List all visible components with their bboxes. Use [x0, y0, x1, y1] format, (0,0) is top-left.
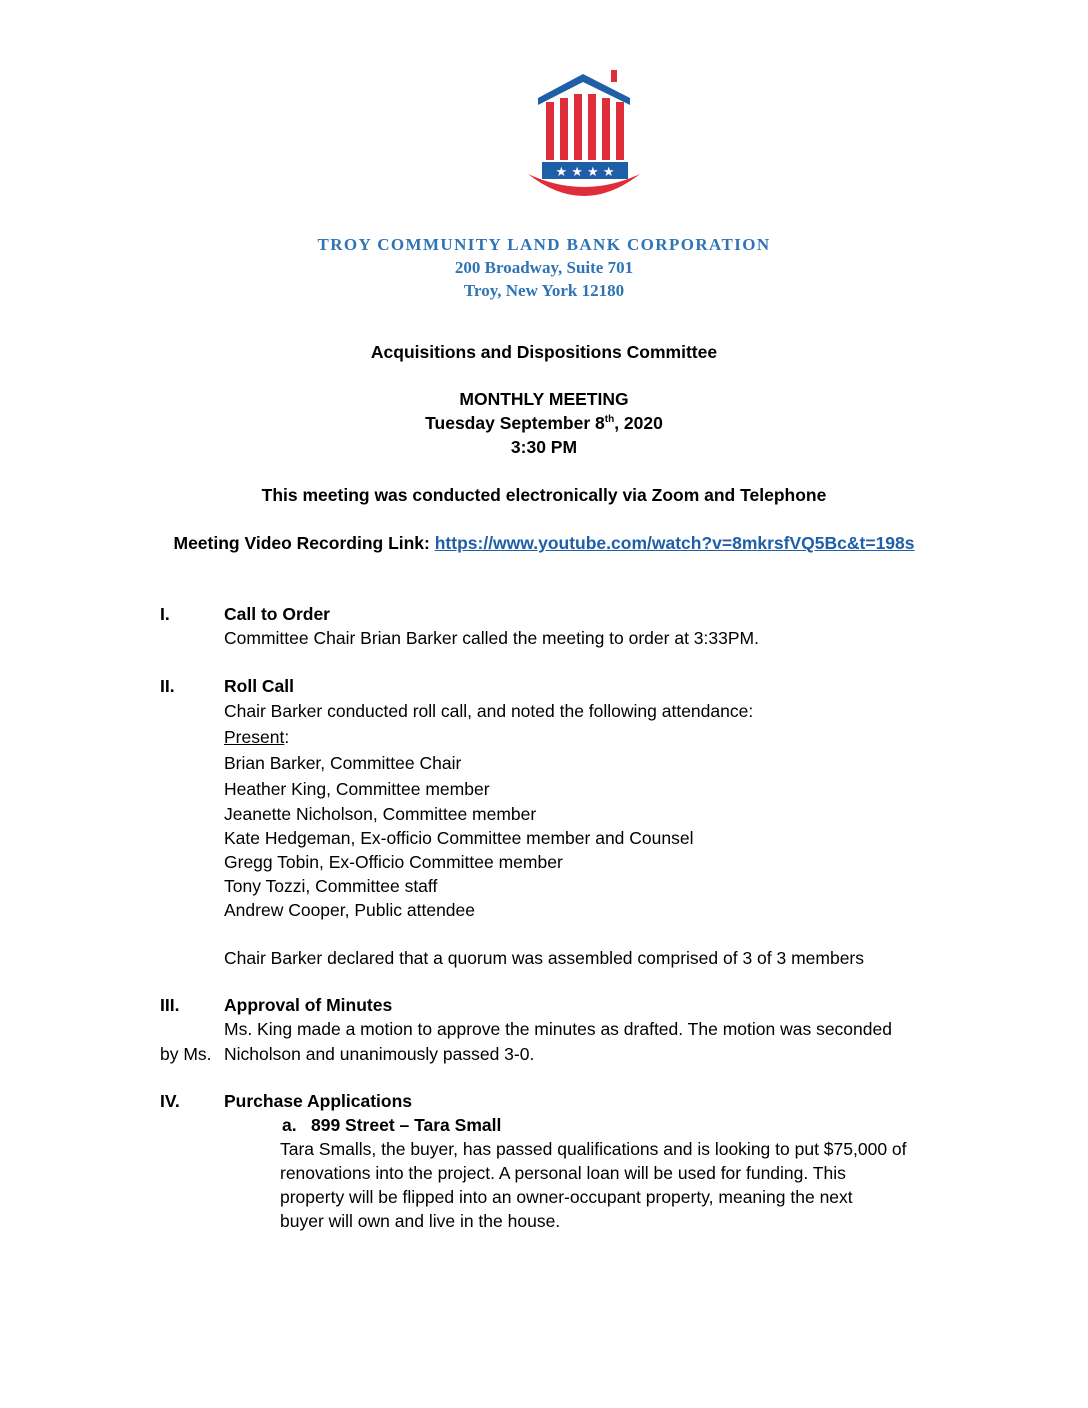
item-title: 899 Street – Tara Small	[311, 1115, 502, 1135]
section-number: IV.	[160, 1091, 180, 1111]
paragraph: buyer will own and live in the house.	[280, 1211, 561, 1231]
section-title: Approval of Minutes	[224, 995, 393, 1015]
attendee: Tony Tozzi, Committee staff	[224, 876, 438, 896]
paragraph-continuation: Nicholson and unanimously passed 3-0.	[224, 1044, 535, 1064]
org-address-line2: Troy, New York 12180	[463, 281, 625, 300]
quorum-statement: Chair Barker declared that a quorum was assembled comprised of 3 of 3 members	[224, 948, 865, 968]
meeting-date: Tuesday September 8th, 2020	[425, 413, 663, 433]
org-address-line1: 200 Broadway, Suite 701	[454, 258, 634, 277]
recording-link-line: Meeting Video Recording Link: https://www.youtube.com/watch?v=8mkrsfVQ5Bc&t=198s	[173, 533, 915, 553]
paragraph: property will be flipped into an owner-occupant property, meaning the next	[280, 1187, 853, 1207]
svg-text:★ ★ ★ ★: ★ ★ ★ ★	[555, 165, 615, 180]
attendee: Andrew Cooper, Public attendee	[224, 900, 475, 920]
paragraph: Chair Barker conducted roll call, and noted the following attendance:	[224, 701, 754, 721]
paragraph-continuation: by Ms.	[160, 1044, 212, 1064]
paragraph: Committee Chair Brian Barker called the meeting to order at 3:33PM.	[224, 628, 759, 648]
section-title: Roll Call	[224, 676, 295, 696]
section-number: I.	[160, 604, 170, 624]
meeting-conducted-note: This meeting was conducted electronically via Zoom and Telephone	[261, 485, 827, 505]
recording-link[interactable]: https://www.youtube.com/watch?v=8mkrsfVQ5Bc&t=198s	[434, 533, 915, 553]
paragraph: Ms. King made a motion to approve the minutes as drafted. The motion was seconded	[224, 1019, 892, 1039]
section-number: II.	[160, 676, 175, 696]
section-title: Call to Order	[224, 604, 330, 624]
attendee: Brian Barker, Committee Chair	[224, 753, 462, 773]
meeting-time: 3:30 PM	[510, 437, 578, 457]
paragraph: renovations into the project. A personal loan will be used for funding. This	[280, 1163, 846, 1183]
attendee: Heather King, Committee member	[224, 779, 490, 799]
committee-name: Acquisitions and Dispositions Committee	[370, 342, 718, 362]
attendee: Gregg Tobin, Ex-Officio Committee member	[224, 852, 563, 872]
attendee: Jeanette Nicholson, Committee member	[224, 804, 537, 824]
section-number: III.	[160, 995, 180, 1015]
section-title: Purchase Applications	[224, 1091, 413, 1111]
paragraph: Tara Smalls, the buyer, has passed qualifications and is looking to put $75,000 of	[280, 1139, 907, 1159]
present-label: Present:	[224, 727, 290, 747]
meeting-type: MONTHLY MEETING	[459, 389, 629, 409]
land-bank-logo	[524, 68, 644, 198]
attendee: Kate Hedgeman, Ex-officio Committee member and Counsel	[224, 828, 694, 848]
org-name: TROY COMMUNITY LAND BANK CORPORATION	[317, 235, 771, 254]
list-marker: a.	[282, 1115, 297, 1135]
